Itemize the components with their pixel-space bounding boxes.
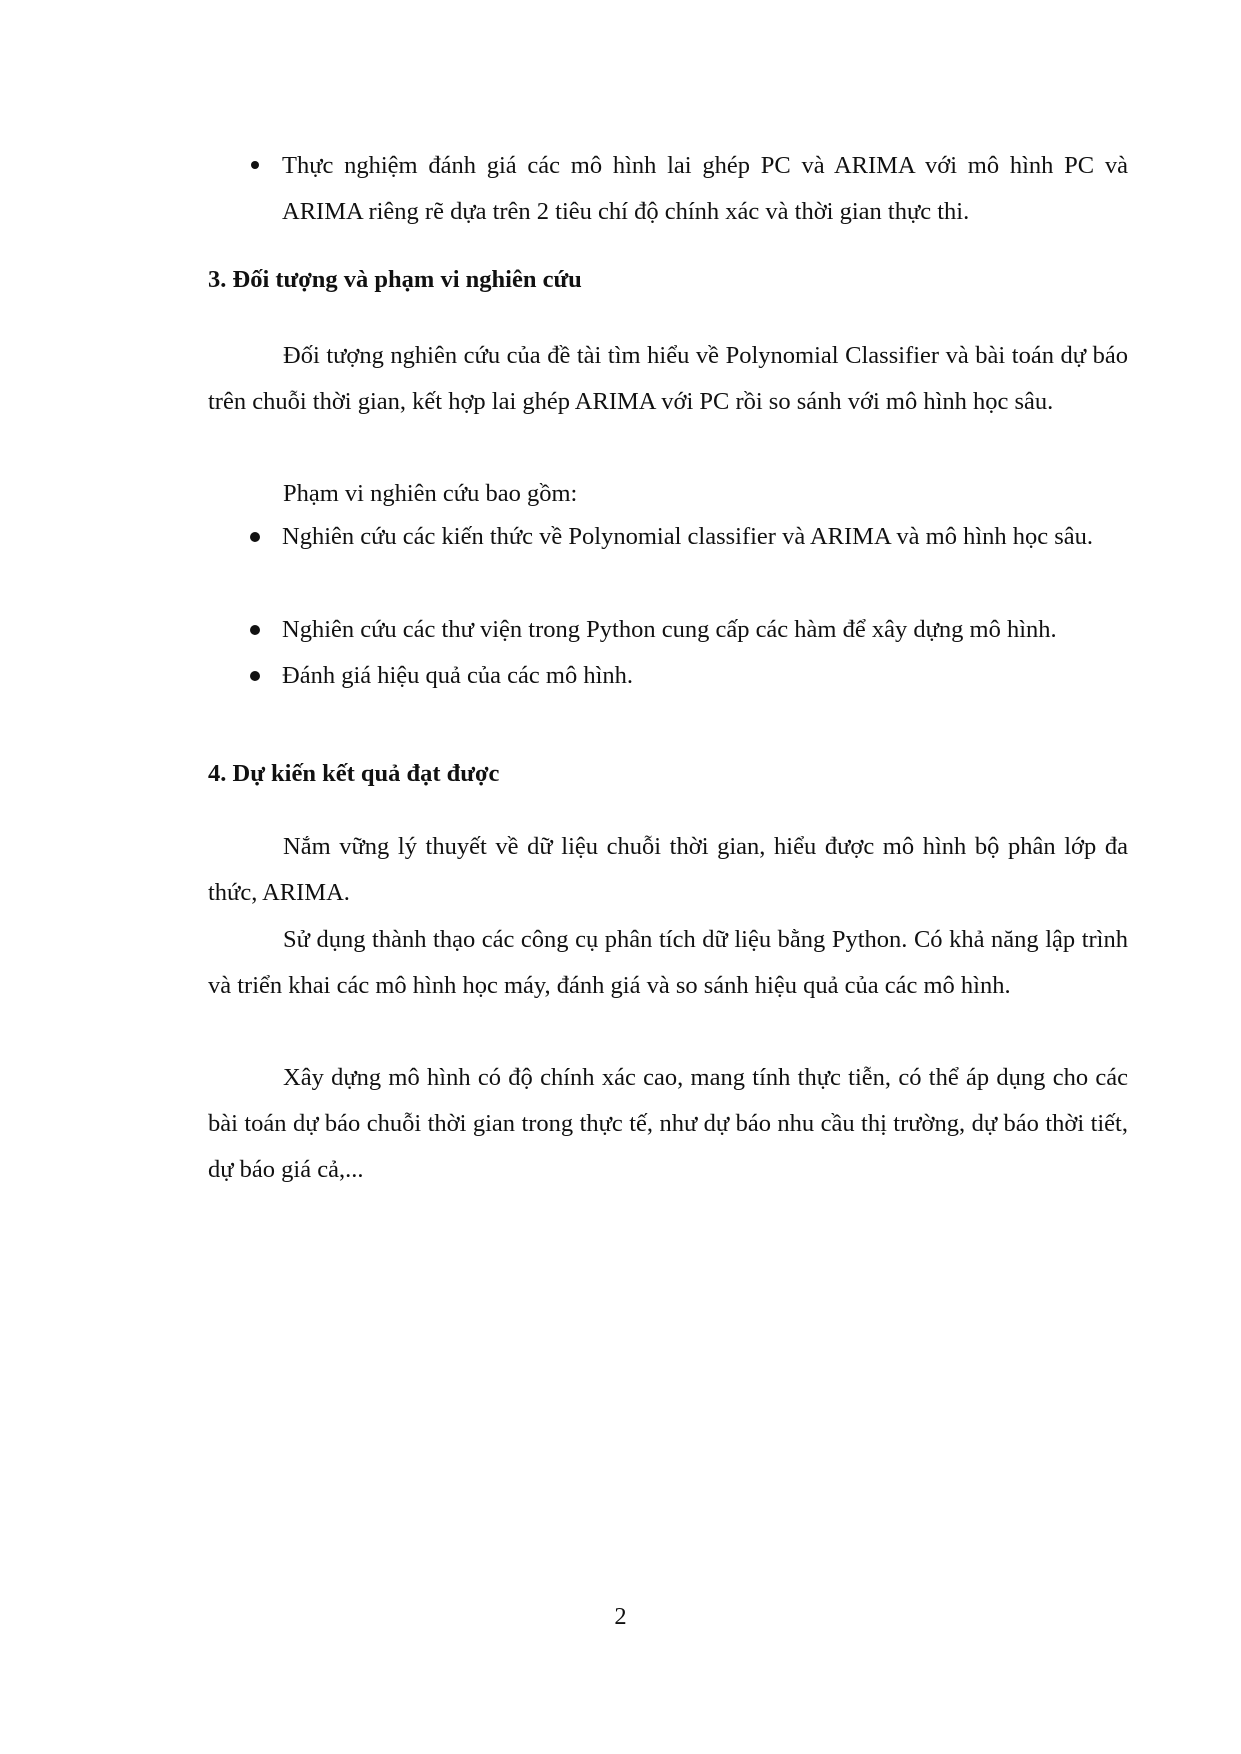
section-4-paragraph-1: Nắm vững lý thuyết về dữ liệu chuỗi thời gian, hiểu được mô hình bộ phân lớp đa thức, ARIMA. [208,833,1128,906]
scope-bullet-1: Nghiên cứu các kiến thức về Polynomial classifier và ARIMA và mô hình học sâu. [282,523,1094,550]
scope-bullet-2: Nghiên cứu các thư viện trong Python cung cấp các hàm để xây dựng mô hình. [282,616,1057,643]
intro-bullet-text: Thực nghiệm đánh giá các mô hình lai ghép PC và ARIMA với mô hình PC và ARIMA riêng rẽ dựa trên 2 tiêu chí độ chính xác và thời gian thực thi. [282,152,1128,225]
scope-intro: Phạm vi nghiên cứu bao gồm: [283,480,578,507]
section-4-paragraph-2: Sử dụng thành thạo các công cụ phân tích dữ liệu bằng Python. Có khả năng lập trình và triển khai các mô hình học máy, đánh giá và so sánh hiệu quả của các mô hình. [208,926,1128,999]
bullet-dot-icon [250,625,260,635]
bullet-dot-icon [250,671,260,681]
page-number: 2 [614,1603,627,1630]
scope-bullet-3: Đánh giá hiệu quả của các mô hình. [282,662,634,689]
bullet-dot-icon [251,161,259,169]
bullet-dot-icon [250,532,260,542]
section-4-heading: 4. Dự kiến kết quả đạt được [208,760,500,787]
section-3-heading: 3. Đối tượng và phạm vi nghiên cứu [208,266,582,293]
section-4-paragraph-3: Xây dựng mô hình có độ chính xác cao, mang tính thực tiễn, có thể áp dụng cho các bài toán dự báo chuỗi thời gian trong thực tế, như dự báo nhu cầu thị trường, dự báo thời tiết, dự báo giá cả,... [208,1064,1128,1183]
section-3-paragraph: Đối tượng nghiên cứu của đề tài tìm hiểu về Polynomial Classifier và bài toán dự báo trên chuỗi thời gian, kết hợp lai ghép ARIMA với PC rồi so sánh với mô hình học sâu. [208,342,1128,415]
